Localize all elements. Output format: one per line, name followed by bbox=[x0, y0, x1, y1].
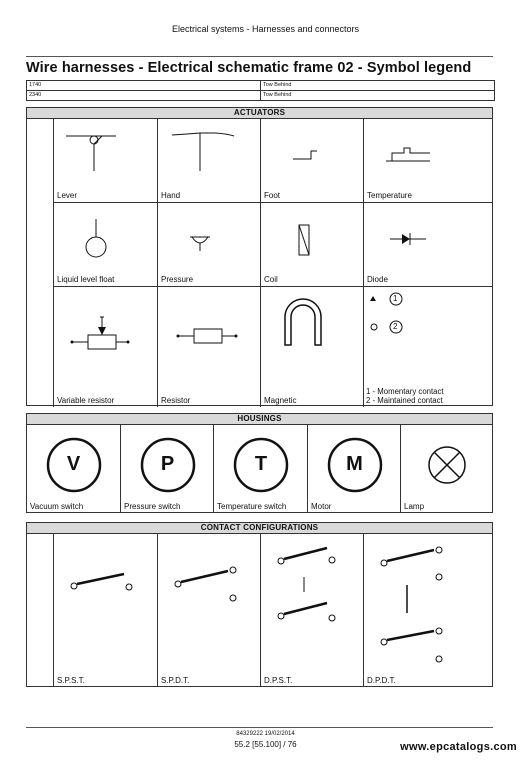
float-cell bbox=[53, 202, 157, 286]
housings-heading: HOUSINGS bbox=[27, 414, 492, 425]
model-row bbox=[27, 90, 494, 100]
foot-label: Foot bbox=[264, 191, 281, 200]
header-rule bbox=[26, 56, 493, 57]
pressure-label: Pressure bbox=[161, 275, 194, 284]
model-desc: Tow Behind bbox=[263, 92, 292, 98]
spdt-label: S.P.D.T. bbox=[161, 676, 190, 685]
variable-resistor-symbol bbox=[54, 287, 158, 408]
variable-resistor-label: Variable resistor bbox=[57, 396, 115, 405]
dpdt-cell bbox=[363, 533, 493, 687]
temperature-label: Temperature bbox=[367, 191, 412, 200]
contact-legend bbox=[366, 387, 444, 405]
spst-cell bbox=[53, 533, 157, 687]
vacuum-cell bbox=[27, 424, 120, 513]
resistor-cell bbox=[157, 286, 260, 407]
pressure-switch-label: Pressure switch bbox=[124, 502, 181, 511]
model-code: 1740 bbox=[27, 81, 261, 90]
vacuum-letter: V bbox=[66, 453, 81, 475]
contact-num-1: 1 bbox=[393, 294, 398, 303]
spst-label: S.P.S.T. bbox=[57, 676, 85, 685]
contacts-section bbox=[26, 522, 493, 687]
temperature-letter: T bbox=[254, 453, 268, 475]
pressure-cell bbox=[157, 202, 260, 286]
lamp-icon bbox=[401, 425, 493, 514]
lever-label: Lever bbox=[57, 191, 78, 200]
maintained-circle-icon bbox=[371, 324, 377, 330]
model-table bbox=[26, 80, 495, 101]
motor-cell bbox=[307, 424, 400, 513]
spst-symbol bbox=[54, 534, 158, 688]
temperature-switch-label: Temperature switch bbox=[217, 502, 287, 511]
spdt-symbol bbox=[158, 534, 261, 688]
resistor-symbol bbox=[158, 287, 261, 408]
actuators-heading: ACTUATORS bbox=[27, 108, 492, 119]
dpst-symbol bbox=[261, 534, 364, 688]
momentary-label: 1 - Momentary contact bbox=[366, 387, 444, 396]
contact-type-cell bbox=[363, 286, 493, 407]
lamp-cell bbox=[400, 424, 492, 513]
dpdt-label: D.P.D.T. bbox=[367, 676, 396, 685]
coil-label: Coil bbox=[264, 275, 278, 284]
resistor-label: Resistor bbox=[161, 396, 191, 405]
vacuum-label: Vacuum switch bbox=[30, 502, 84, 511]
model-row bbox=[27, 81, 494, 90]
footer-rule bbox=[26, 727, 493, 728]
contacts-heading: CONTACT CONFIGURATIONS bbox=[27, 523, 492, 534]
magnetic-label: Magnetic bbox=[264, 396, 297, 405]
temperature-cell bbox=[363, 118, 493, 202]
motor-label: Motor bbox=[311, 502, 332, 511]
coil-cell bbox=[260, 202, 363, 286]
momentary-triangle-icon bbox=[370, 296, 376, 301]
watermark: www.epcatalogs.com bbox=[400, 741, 517, 753]
pressure-switch-cell bbox=[120, 424, 213, 513]
maintained-label: 2 - Maintained contact bbox=[366, 396, 443, 405]
hand-cell bbox=[157, 118, 260, 202]
footer-page-number: 55.2 [55.100] / 76 bbox=[234, 740, 297, 749]
magnetic-cell bbox=[260, 286, 363, 407]
actuators-section bbox=[26, 107, 493, 406]
footer-doc-number: 84329222 19/02/2014 bbox=[236, 731, 295, 737]
hand-label: Hand bbox=[161, 191, 181, 200]
motor-letter: M bbox=[346, 453, 363, 475]
page-title: Wire harnesses - Electrical schematic frame 02 - Symbol legend bbox=[26, 60, 472, 76]
dpst-label: D.P.S.T. bbox=[264, 676, 293, 685]
dpst-cell bbox=[260, 533, 363, 687]
model-desc: Tow Behind bbox=[263, 82, 292, 88]
lever-cell bbox=[53, 118, 157, 202]
magnetic-symbol bbox=[261, 287, 364, 408]
pressure-letter: P bbox=[160, 453, 175, 475]
contact-num-2: 2 bbox=[393, 322, 398, 331]
temperature-switch-cell bbox=[213, 424, 307, 513]
spdt-cell bbox=[157, 533, 260, 687]
model-code: 2340 bbox=[27, 91, 261, 100]
float-label: Liquid level float bbox=[57, 275, 115, 284]
page-header: Electrical systems - Harnesses and connectors bbox=[171, 24, 360, 34]
diode-label: Diode bbox=[367, 275, 388, 284]
diode-cell bbox=[363, 202, 493, 286]
variable-resistor-cell bbox=[53, 286, 157, 407]
dpdt-symbol bbox=[364, 534, 494, 688]
lamp-label: Lamp bbox=[404, 502, 425, 511]
housings-section bbox=[26, 413, 493, 513]
foot-cell bbox=[260, 118, 363, 202]
